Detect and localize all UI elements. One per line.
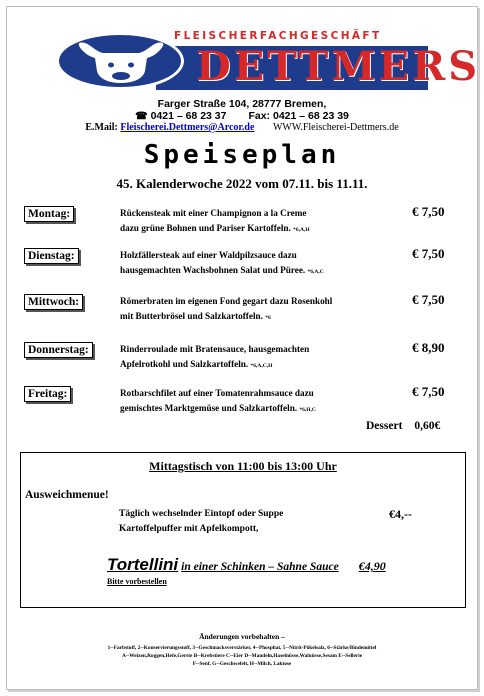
day-label-friday: Freitag: xyxy=(24,386,71,402)
soup-line: Kartoffelpuffer mit Apfelkompott, xyxy=(119,524,259,534)
dish-line: Apfelrotkohl und Salzkartoffeln. *6,A,C,H xyxy=(120,359,273,369)
price-wednesday: € 7,50 xyxy=(412,292,445,307)
lunch-box xyxy=(20,452,466,608)
fax-number: Fax: 0421 – 68 23 39 xyxy=(248,110,349,122)
email-link[interactable]: Fleischerei.Dettmers@Arcor.de xyxy=(120,122,255,133)
day-label-monday: Montag: xyxy=(24,206,74,222)
day-label-wednesday: Mittwoch: xyxy=(24,294,83,310)
dish-tuesday xyxy=(120,248,410,280)
additives-code: *6,H,C xyxy=(299,407,316,413)
day-label-tuesday: Dienstag: xyxy=(24,248,79,264)
alternative-menu-label: Ausweichmenue! xyxy=(25,489,109,501)
additives-code: *6,A,H xyxy=(293,227,310,233)
additives-code: *6 xyxy=(265,315,271,321)
phone-line xyxy=(0,110,484,122)
dish-line: Rinderroulade mit Bratensauce, hausgemachten xyxy=(120,344,310,354)
dish-thursday xyxy=(120,342,410,374)
dish-line: dazu grüne Bohnen und Pariser Kartoffeln. *6,A,H xyxy=(120,223,310,233)
website-text: WWW.Fleischerei-Dettmers.de xyxy=(272,122,399,133)
footer-title: Änderungen vorbehalten – xyxy=(199,632,285,641)
dish-line: Rotbarschfilet auf einer Tomatenrahmsauce dazu xyxy=(120,388,314,398)
logo-name: DETTMERS xyxy=(196,43,481,90)
dessert-label: Dessert xyxy=(366,420,403,432)
logo-oval xyxy=(56,32,184,90)
additives-code: *6,A,C xyxy=(307,269,324,275)
footer-line: F--Senf, G--Geschwefelt, H--Milch, Laktose xyxy=(192,661,292,667)
dessert-line xyxy=(366,420,440,432)
footer-line: A--Weizen,Roggen,Hefe,Gerste B--Krebstiere C--Eier D--Mandeln,Haselnüsse,Walnüsse,Sesam E--Sellerie xyxy=(121,653,363,659)
dish-line: Römerbraten im eigenen Fond gegart dazu Rosenkohl xyxy=(120,296,333,306)
contact-line xyxy=(0,122,484,133)
dish-line: gemischtes Marktgemüse und Salzkartoffeln. *6,H,C xyxy=(120,403,316,413)
dish-line: mit Butterbrösel und Salzkartoffeln. *6 xyxy=(120,311,271,321)
special-description: in einer Schinken – Sahne Sauce xyxy=(181,561,339,573)
soup-price: €4,-- xyxy=(389,507,412,521)
day-label-thursday: Donnerstag: xyxy=(24,342,93,358)
special-price: €4,90 xyxy=(358,559,386,573)
page-title: Speiseplan xyxy=(143,140,341,170)
dessert-price: 0,60€ xyxy=(414,420,441,432)
special-offer xyxy=(107,555,386,575)
calendar-week: 45. Kalenderwoche 2022 vom 07.11. bis 11.11. xyxy=(116,176,368,191)
street-address: Farger Straße 104, 28777 Bremen, xyxy=(157,98,327,110)
additives-code: *6,A,C,H xyxy=(250,363,273,369)
dish-monday xyxy=(120,206,410,238)
email-label: E.Mail: xyxy=(85,122,118,133)
price-friday: € 7,50 xyxy=(412,384,445,399)
dish-line: Holzfällersteak auf einer Waldpilzsauce dazu xyxy=(120,250,297,260)
price-monday: € 7,50 xyxy=(412,204,445,219)
dish-friday xyxy=(120,386,410,418)
preorder-note: Bitte vorbestellen xyxy=(107,577,167,586)
phone-icon: ☎ xyxy=(135,111,148,122)
soup-offer xyxy=(119,507,283,537)
footer-line: 1--Farbstoff, 2--Konservierungsstoff, 3--Geschmacksverstärker, 4--Phosphat, 5--Nitrit-Pökelsalz, 6--Stärke/Bindemittel xyxy=(107,645,377,651)
soup-line: Täglich wechselnder Eintopf oder Suppe xyxy=(119,509,284,519)
logo-tagline: FLEISCHERFACHGESCHÄFT xyxy=(174,30,382,42)
lunch-title: Mittagstisch von 11:00 bis 13:00 Uhr xyxy=(149,459,337,473)
shop-logo xyxy=(56,24,481,96)
dish-line: hausgemachten Wachsbohnen Salat und Püree. *6,A,C xyxy=(120,265,324,275)
dish-line: Rückensteak mit einer Champignon a la Creme xyxy=(120,208,307,218)
phone-number: 0421 – 68 23 37 xyxy=(150,110,227,122)
dish-wednesday xyxy=(120,294,410,326)
price-tuesday: € 7,50 xyxy=(412,246,445,261)
bull-head-icon xyxy=(75,41,167,85)
price-thursday: € 8,90 xyxy=(412,340,445,355)
special-name: Tortellini xyxy=(107,555,179,574)
